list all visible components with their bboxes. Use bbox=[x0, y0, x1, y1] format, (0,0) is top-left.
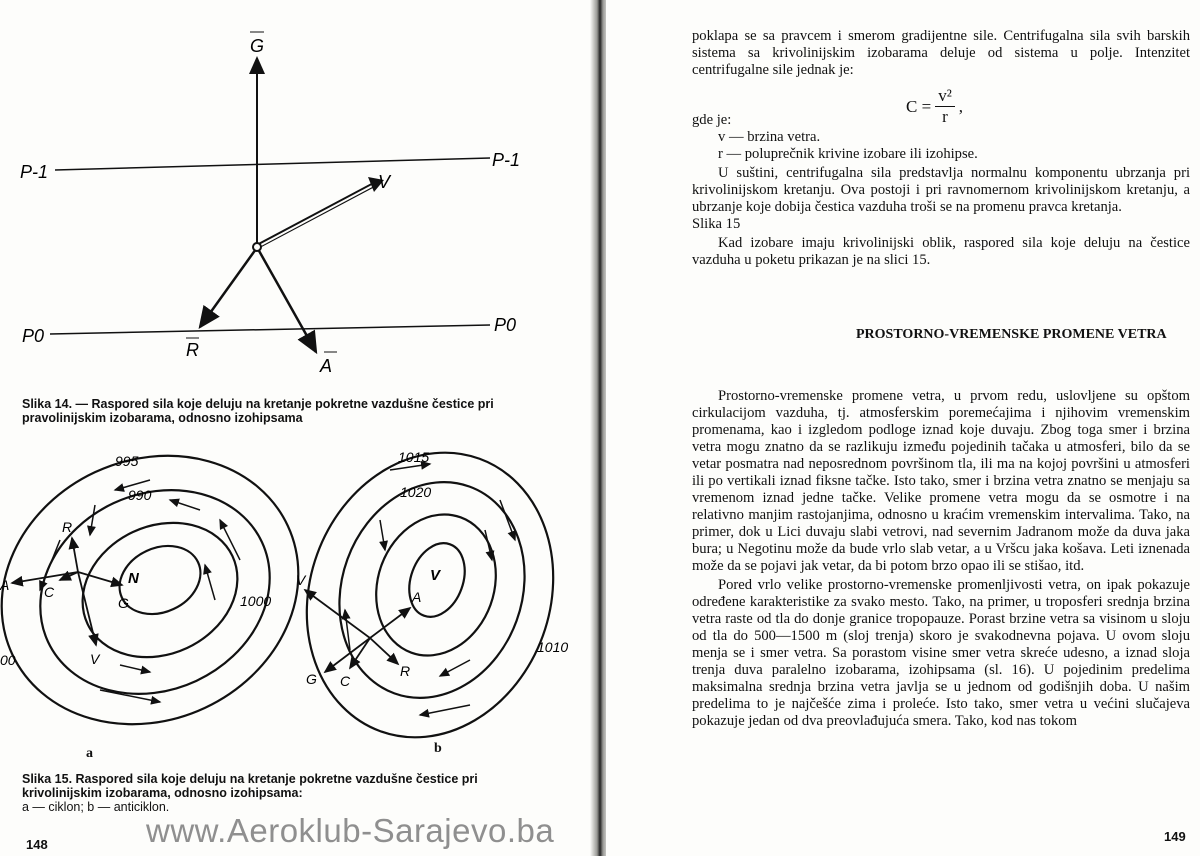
label-r: R bbox=[186, 340, 199, 360]
svg-text:N: N bbox=[128, 570, 139, 587]
svg-text:G: G bbox=[118, 595, 129, 611]
figure-15a-sublabel: a bbox=[86, 746, 93, 761]
svg-text:C: C bbox=[44, 584, 55, 600]
svg-text:990: 990 bbox=[128, 487, 152, 503]
formula-tail: , bbox=[958, 96, 964, 116]
paragraph-3: Kad izobare imaju krivolinijski oblik, raspored sila koje deluju na čestice vazduha u poketu prikazan je na slici 15. bbox=[692, 235, 1190, 268]
figure-14-diagram bbox=[0, 0, 594, 390]
figure-15b-sublabel: b bbox=[434, 741, 442, 756]
svg-text:R: R bbox=[400, 663, 411, 679]
label-p-minus1-right: P-1 bbox=[492, 150, 521, 170]
figure-15-diagram bbox=[0, 440, 594, 780]
watermark: www.Aeroklub-Sarajevo.ba bbox=[146, 812, 555, 849]
isobar-p0 bbox=[50, 325, 490, 334]
svg-text:1000: 1000 bbox=[240, 593, 272, 609]
figure-15-caption-bold: Slika 15. Raspored sila koje deluju na kretanje pokretne vazdušne čestice pri krivolinijskim izobarama, odnosno izohipsama: bbox=[22, 772, 478, 800]
label-g: G bbox=[250, 36, 265, 56]
vector-a bbox=[258, 249, 316, 352]
slika-ref: Slika 15 bbox=[692, 216, 741, 232]
right-body-top bbox=[692, 28, 1190, 79]
where-label: gde je: bbox=[692, 112, 732, 128]
svg-text:V: V bbox=[90, 651, 100, 667]
svg-text:C: C bbox=[340, 673, 351, 689]
paragraph-5: Pored vrlo velike prostorno-vremenske promenljivosti vetra, on ipak pokazuje određene karakteristike za svako mesto. Tako, na primer, u troposferi srednja brzina vetra raste od tla do donje granice tropopauze. Porast brzine vetra sa visinom u sloju od tla do 500—1500 m (sloj trenja) skoro je svakodnevna pojava. U ovom sloju menja se i smer vetra. Sa porastom visine smer vetra skreće udesno, a iznad sloja trenja duva paralelno izobarama, izohipsama (sl. 16). U pojedinim predelima maksimalna srednja brzina vetra javlja se u jednom od godišnjih doba. U našim predelima to je najčešće zima i proleće. Isto tako, smer vetra u većini slučajeva pokazuje jedan od dva preovlađujuća smera. Tako, kod nas tokom bbox=[692, 577, 1190, 729]
anticyclone-diagram-b bbox=[268, 440, 593, 772]
paragraph-1: poklapa se sa pravcem i smerom gradijentne sile. Centrifugalna sila svih barskih sistema sa krivolinijskim izobarama deluje od sistema u polje. Intenzitet centrifugalne sile jednak je: bbox=[692, 28, 1190, 78]
svg-text:00: 00 bbox=[0, 652, 16, 668]
left-page bbox=[0, 0, 594, 856]
svg-text:1015: 1015 bbox=[398, 449, 430, 465]
label-p0-left: P0 bbox=[22, 326, 45, 346]
svg-text:1010: 1010 bbox=[537, 639, 569, 655]
def-v: v — brzina vetra. bbox=[718, 129, 821, 145]
svg-text:G: G bbox=[306, 671, 317, 687]
section-heading: PROSTORNO-VREMENSKE PROMENE VETRA bbox=[856, 327, 1167, 342]
paragraph-2: U suštini, centrifugalna sila predstavlja normalnu komponentu ubrzanja pri krivolinijskom kretanju. Ova postoji i pri ravnomernom krivolinijskom kretanju, a ubrzanje koje dobija čestica vazduha troši se na promenu pravca kretanja. bbox=[692, 165, 1190, 215]
figure-15-caption-plain: a — ciklon; b — anticiklon. bbox=[22, 800, 170, 814]
isobar-p-minus1 bbox=[55, 158, 490, 170]
svg-text:A: A bbox=[0, 577, 10, 593]
page-number-left: 148 bbox=[26, 837, 48, 852]
formula-lhs: C = bbox=[906, 96, 932, 116]
formula-numerator: v² bbox=[935, 86, 955, 107]
formula-denominator: r bbox=[942, 107, 948, 126]
svg-text:1020: 1020 bbox=[400, 484, 432, 500]
figure-15-caption bbox=[22, 772, 527, 814]
label-a: A bbox=[320, 356, 333, 376]
label-p0-right: P0 bbox=[494, 315, 517, 335]
label-p-minus1-left: P-1 bbox=[20, 162, 49, 182]
page-number-right: 149 bbox=[1164, 829, 1186, 844]
label-v: V bbox=[378, 172, 391, 192]
cyclone-diagram-a bbox=[0, 440, 343, 772]
def-r: r — poluprečnik krivine izobare ili izohipse. bbox=[718, 146, 978, 162]
paragraph-4: Prostorno-vremenske promene vetra, u prvom redu, uslovljene su opštom cirkulacijom vazduha, tj. atmosferskim poremećajima i njihovim vremenskim promenama, kao i izgledom podloge iznad koje duvaju. Zbog toga smer i brzina vetra mogu znatno da se razlikuju između pojedinih tačaka u atmosferi, bilo da se vetar posmatra nad neposrednom površinom tla, ili ma na kojoj površini u atmosferi ili po vertikali iznad fiksne tačke. Isto tako, smer i brzina vetra znatno se menjaju sa vremenom iznad jedne tačke. Velike promene vetra mogu da se osmotre i na relativno manjim rastojanjima, odnosno u kraćim vremenskim intervalima. Tako, na primer, dok u Lici duvaju slabi vetrovi, nad severnim Jadranom može da duva jaka bura; u Negotinu može da bude vrlo slab vetar, a u Vršcu jaka košava. Leti iznenada može da se pojavi jak vetar, da bi potom brzo opao ili se stišao, itd. bbox=[692, 388, 1190, 574]
right-page bbox=[606, 0, 1200, 856]
svg-text:V: V bbox=[296, 572, 306, 588]
svg-text:R: R bbox=[62, 519, 73, 535]
svg-text:995: 995 bbox=[115, 453, 139, 469]
figure-14-caption: Slika 14. — Raspored sila koje deluju na kretanje pokretne vazdušne čestice pri pravolinijskim izobarama, odnosno izohipsama bbox=[22, 397, 494, 425]
right-body-defs bbox=[692, 112, 1190, 269]
svg-text:V: V bbox=[430, 567, 441, 584]
svg-text:A: A bbox=[412, 589, 422, 605]
vector-r bbox=[200, 249, 256, 327]
right-body-main bbox=[692, 388, 1190, 730]
